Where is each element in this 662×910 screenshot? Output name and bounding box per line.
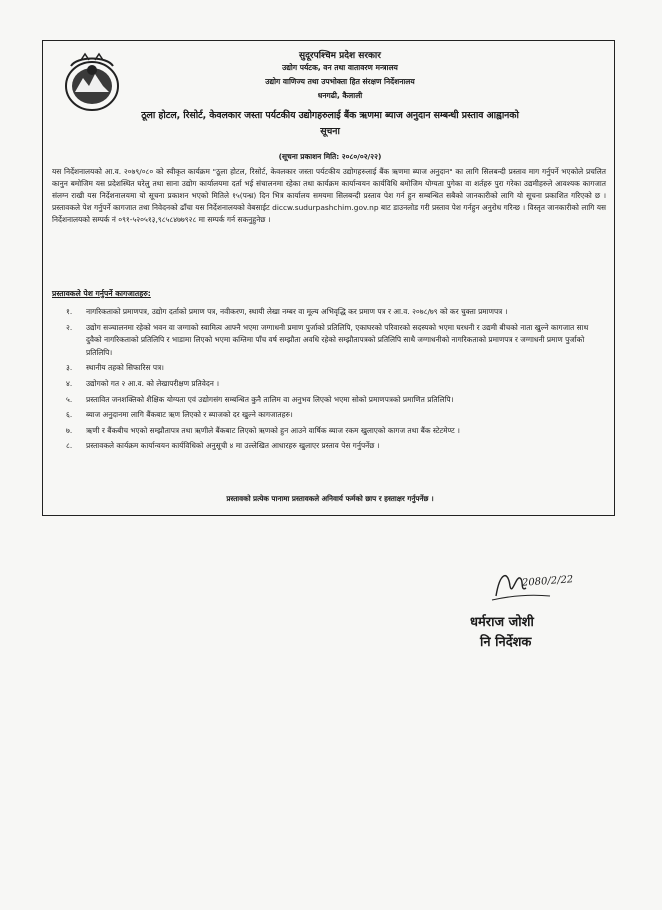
signatory-name: धर्मराज जोशी <box>470 615 534 630</box>
government-emblem-icon <box>63 52 121 114</box>
list-item <box>66 378 606 391</box>
list-item <box>66 425 606 438</box>
list-item <box>66 409 606 422</box>
signature-date: 2080/2/22 <box>521 574 574 589</box>
item-text: ऋणी र बैंकबीच भएको सम्झौतापत्र तथा ऋणीले बैंकबाट लिएको ऋणको हुन आउने वार्षिक ब्याज रकम खुलाएको कागज तथा बैंक स्टेटमेण्ट । <box>86 425 460 435</box>
list-item <box>66 306 606 319</box>
list-item <box>66 362 606 375</box>
item-text: स्थानीय तहको सिफारिस पत्र। <box>86 363 164 373</box>
header-ministry: उद्योग पर्यटक, वन तथा वातावरण मन्त्रालय <box>282 63 398 72</box>
item-text: ब्याज अनुदानमा लागि बैंकबाट ऋण लिएको र ब्याजको दर खुल्ने कागजातहरु। <box>86 410 293 420</box>
notice-publish-date: (सूचना प्रकाशन मिति: २०८०/०२/२२) <box>278 152 382 161</box>
notice-body: यस निर्देशनालयको आ.व. २०७९/०८० को स्वीकृत कार्यक्रम "ठूला होटल, रिसोर्ट, केवलकार जस्ता पर्यटकीय उद्योगहरुलाई बैंक ऋणमा ब्याज अनुदान" का लागि सिलबन्दी प्रस्ताव माग गर्नुपर्ने भएकोले प्रचलित कानुन बमोजिम यस प्रदेशस्थित घरेलु तथा साना उद्योग कार्यालयमा दर्ता भई संचालनमा रहेका तथा कार्यक्रम कार्यान्वयन कार्यविधि बमोजिम योग्यता पुगेका वा शर्तहरु पुरा गरेका उद्यमीहरुले आवश्यक कागजात संलग्न राखी यस निर्देशनालयमा यो सूचना प्रकाशन भएको मितिले १५(पन्ध्र) दिन भित्र कार्यालय समयमा सिलबन्दी प्रस्ताव पेश गर्न हुन सम्बन्धित सबैको जानकारीको लागि यो सूचना प्रकाशित गरिएको छ । प्रस्तावकले पेश गर्नुपर्ने कागजात तथा निवेदनको ढाँचा यस निर्देशनालयको वेबसाईट diccw.sudurpashchim.gov.np बाट डाउनलोड गरी प्रस्ताव पेश गर्नहुन अनुरोध गरिन्छ । विस्तृत जानकारीको लागि यस निर्देशनालयको सम्पर्क नं ०९१-५२०५१३,९८५८४७७९२८ मा सम्पर्क गर्न सकनुहुनेछ । <box>52 167 606 225</box>
item-text: प्रस्तावित जनशक्तिको शैक्षिक योग्यता एवं उद्योगसंग सम्बन्धित कुनै तालिम वा अनुभव लिएको भएमा सोको प्रमाणपत्रको प्रमाणित प्रतिलिपि। <box>86 394 454 404</box>
item-number: १. <box>66 307 73 316</box>
item-number: ४. <box>66 378 73 388</box>
item-text: प्रस्तावकले कार्यक्रम कार्यान्वयन कार्यविधिको अनुसूची ४ मा उल्लेखित आधारहरु खुलाएर प्रस्ताव पेस गर्नुपर्नेछ । <box>86 441 380 451</box>
notice-title <box>60 108 600 140</box>
item-number: ६. <box>66 410 73 420</box>
item-number: ७. <box>66 425 73 435</box>
item-text: उद्योग सञ्चालनमा रहेको भवन वा जग्गाको स्वामित्व आफ्नै भएमा जग्गाधनी प्रमाण पुर्जाको प्रतिलिपि, एकाघरको परिवारको सदस्यको भएमा घरधनी र उद्यमी बीचको नाता खुल्ने कागजात साथ दुवैको नागरिकताको प्रतिलिपि र भाडामा लिएको भएमा कम्तिमा पाँच वर्ष सम्झौता अवधि रहेको सम्झौतापत्रको प्रतिलिपि साथै जग्गाधनीको नागरिकताको प्रमाणपत्र र जग्गाधनी प्रमाण पुर्जाको प्रतिलिपि। <box>86 322 589 357</box>
list-item <box>66 322 606 360</box>
header-government: सुदूरपश्चिम प्रदेश सरकार <box>299 51 381 61</box>
notice-title-line1: ठूला होटल, रिसोर्ट, केवलकार जस्ता पर्यटकीय उद्योगहरुलाई बैंक ऋणमा ब्याज अनुदान सम्बन्धी प्रस्ताव आह्वानको <box>141 110 519 121</box>
item-number: ८. <box>66 441 73 451</box>
requirements-title: प्रस्तावकले पेश गर्नुपर्ने कागजातहरु: <box>52 289 151 298</box>
requirements-list <box>66 306 606 456</box>
signatory-title: नि निर्देशक <box>480 635 532 650</box>
list-item <box>66 394 606 407</box>
footer-note: प्रस्तावको प्रत्येक पानामा प्रस्तावकले अनिवार्य फर्मको छाप र हस्ताक्षर गर्नुपर्नेछ । <box>226 494 434 503</box>
header-location: धनगढी, कैलाली <box>317 91 363 100</box>
header-directorate: उद्योग वाणिज्य तथा उपभोक्ता हित संरक्षण निर्देशनालय <box>265 77 415 86</box>
list-item <box>66 440 606 453</box>
notice-title-line2: सूचना <box>320 126 340 137</box>
item-text: नागरिकताको प्रमाणपत्र, उद्योग दर्ताको प्रमाण पत्र, नवीकरण, स्थायी लेखा नम्बर वा मूल्य अभिवृद्धि कर प्रमाण पत्र र आ.व. २०७८/७९ को कर चुक्ता प्रमाणपत्र । <box>86 307 508 316</box>
item-number: २. <box>66 322 73 332</box>
item-number: ३. <box>66 363 73 373</box>
item-text: उद्योगको गत २ आ.व. को लेखापरीक्षण प्रतिवेदन । <box>86 378 220 388</box>
item-number: ५. <box>66 394 73 404</box>
